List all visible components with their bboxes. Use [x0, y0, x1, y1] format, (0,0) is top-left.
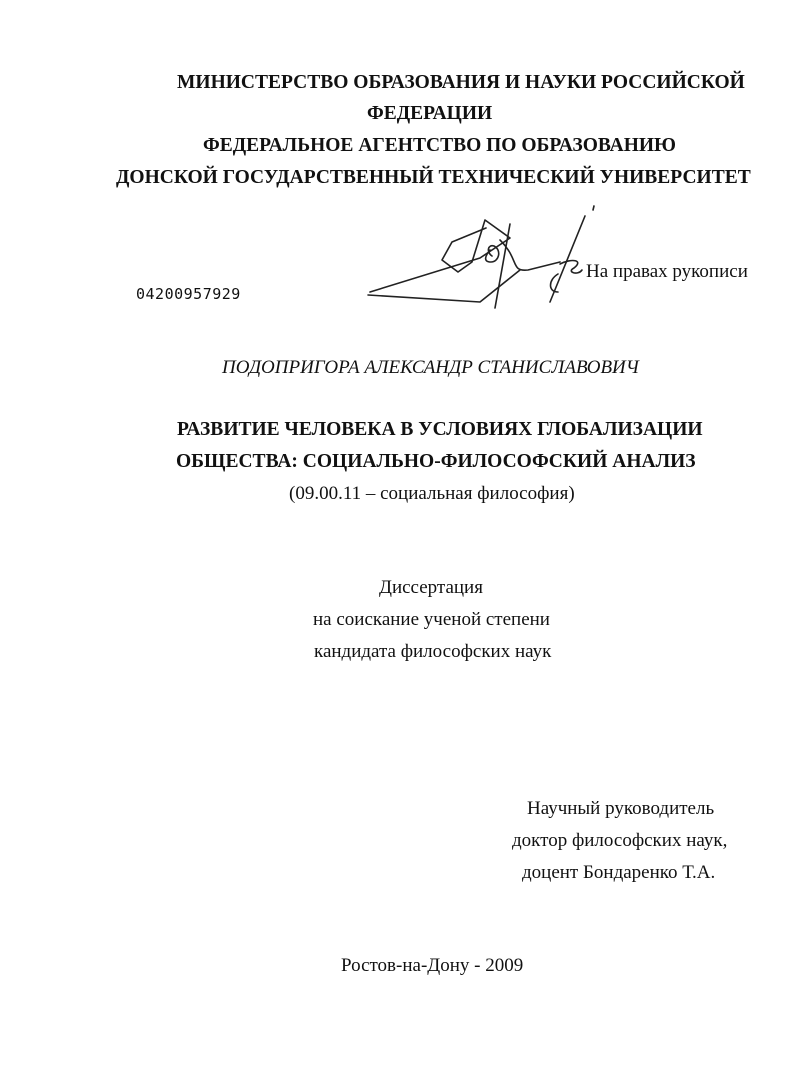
dissertation-title-line-1: РАЗВИТИЕ ЧЕЛОВЕКА В УСЛОВИЯХ ГЛОБАЛИЗАЦИИ: [177, 419, 703, 440]
author-name: ПОДОПРИГОРА АЛЕКСАНДР СТАНИСЛАВОВИЧ: [222, 357, 639, 378]
manuscript-note: На правах рукописи: [586, 261, 748, 282]
agency-line: ФЕДЕРАЛЬНОЕ АГЕНТСТВО ПО ОБРАЗОВАНИЮ: [203, 135, 677, 156]
dissertation-title-line-2: ОБЩЕСТВА: СОЦИАЛЬНО-ФИЛОСОФСКИЙ АНАЛИЗ: [176, 451, 696, 472]
place-year: Ростов-на-Дону - 2009: [341, 955, 524, 976]
degree-line-1: Диссертация: [379, 577, 483, 598]
ministry-line-2: ФЕДЕРАЦИИ: [367, 103, 493, 124]
ministry-line-1: МИНИСТЕРСТВО ОБРАЗОВАНИЯ И НАУКИ РОССИЙСКОЙ: [177, 72, 745, 93]
signature-image: [360, 200, 600, 315]
specialty-code: (09.00.11 – социальная философия): [289, 483, 575, 504]
university-line: ДОНСКОЙ ГОСУДАРСТВЕННЫЙ ТЕХНИЧЕСКИЙ УНИВЕРСИТЕТ: [116, 167, 751, 188]
degree-line-3: кандидата философских наук: [314, 641, 552, 662]
registration-number: 04200957929: [136, 285, 241, 303]
degree-line-2: на соискание ученой степени: [313, 609, 550, 630]
supervisor-line-3: доцент Бондаренко Т.А.: [522, 862, 716, 883]
supervisor-line-1: Научный руководитель: [527, 798, 715, 819]
supervisor-line-2: доктор философских наук,: [512, 830, 728, 851]
